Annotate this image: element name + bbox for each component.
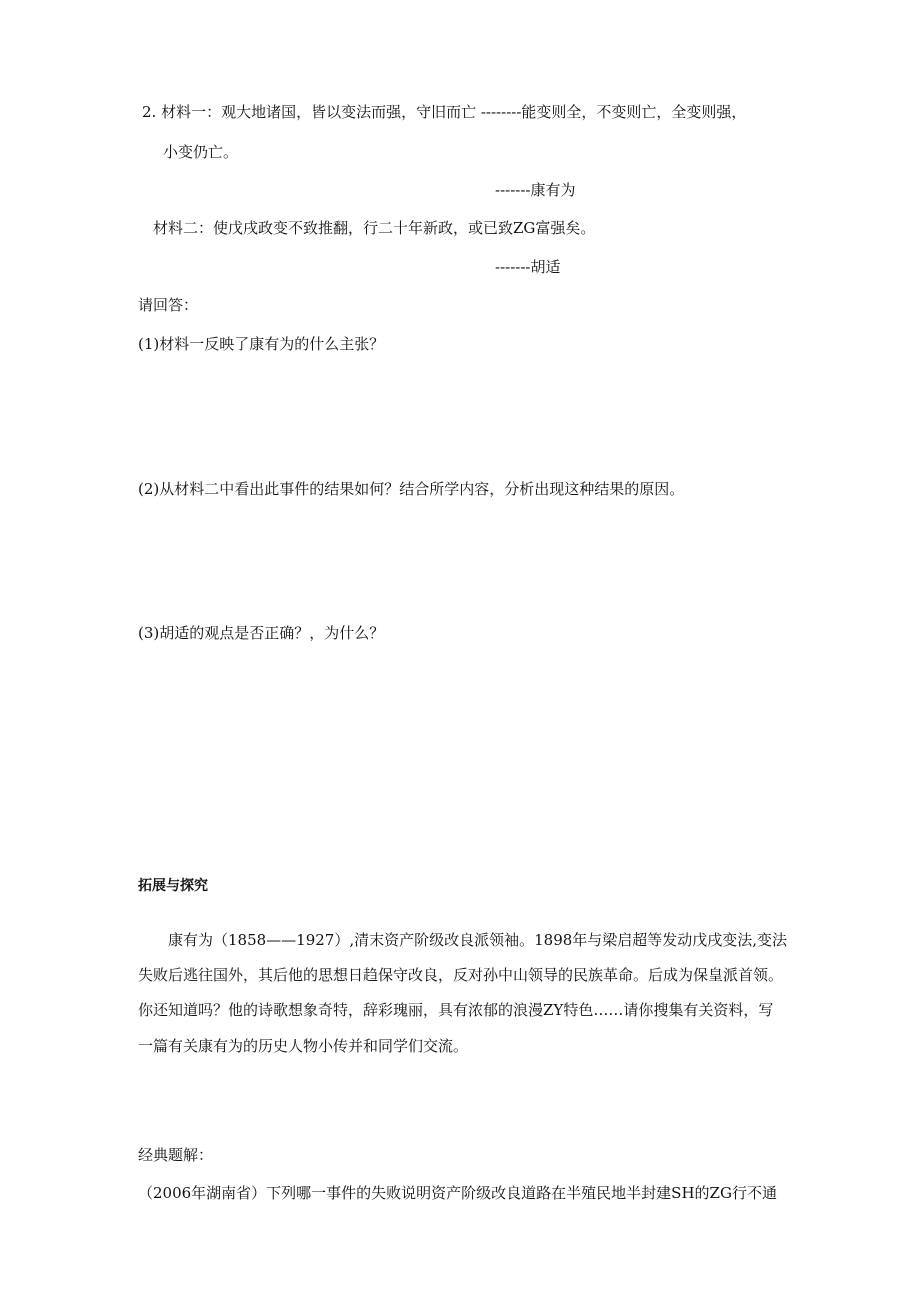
material-1-line-2: 小变仍亡。 xyxy=(163,143,239,161)
extension-paragraph-line-1: 康有为（1858——1927）,清末资产阶级改良派领袖。1898年与梁启超等发动戊戌变法,变法 xyxy=(168,931,788,949)
sub-question-2: (2)从材料二中看出此事件的结果如何？结合所学内容，分析出现这种结果的原因。 xyxy=(138,480,685,498)
material-1-line-1: 2. 材料一：观大地诸国，皆以变法而强，守旧而亡 --------能变则全，不变则亡，全变则强， xyxy=(142,103,747,121)
sub-question-3: (3)胡适的观点是否正确？，为什么？ xyxy=(138,624,385,642)
classic-heading: 经典题解： xyxy=(138,1146,214,1164)
extension-paragraph-line-2: 失败后逃往国外，其后他的思想日趋保守改良，反对孙中山领导的民族革命。后成为保皇派首领。 xyxy=(138,966,784,984)
sub-question-1: (1)材料一反映了康有为的什么主张？ xyxy=(138,335,385,353)
material-2-text: 材料二：使戊戌政变不致推翻，行二十年新政，或已致ZG富强矣。 xyxy=(153,219,596,237)
material-1-author: -------康有为 xyxy=(495,181,576,199)
extension-paragraph-line-3: 你还知道吗？他的诗歌想象奇特，辞彩瑰丽，具有浓郁的浪漫ZY特色……请你搜集有关资料，写 xyxy=(138,1001,774,1019)
extension-heading: 拓展与探究 xyxy=(138,878,208,894)
answer-prompt: 请回答： xyxy=(138,296,199,314)
extension-paragraph-line-4: 一篇有关康有为的历史人物小传并和同学们交流。 xyxy=(138,1037,469,1055)
material-2-author: -------胡适 xyxy=(495,258,561,276)
classic-question-line-1: （2006年湖南省）下列哪一事件的失败说明资产阶级改良道路在半殖民地半封建SH的ZG行不通 xyxy=(138,1184,777,1202)
